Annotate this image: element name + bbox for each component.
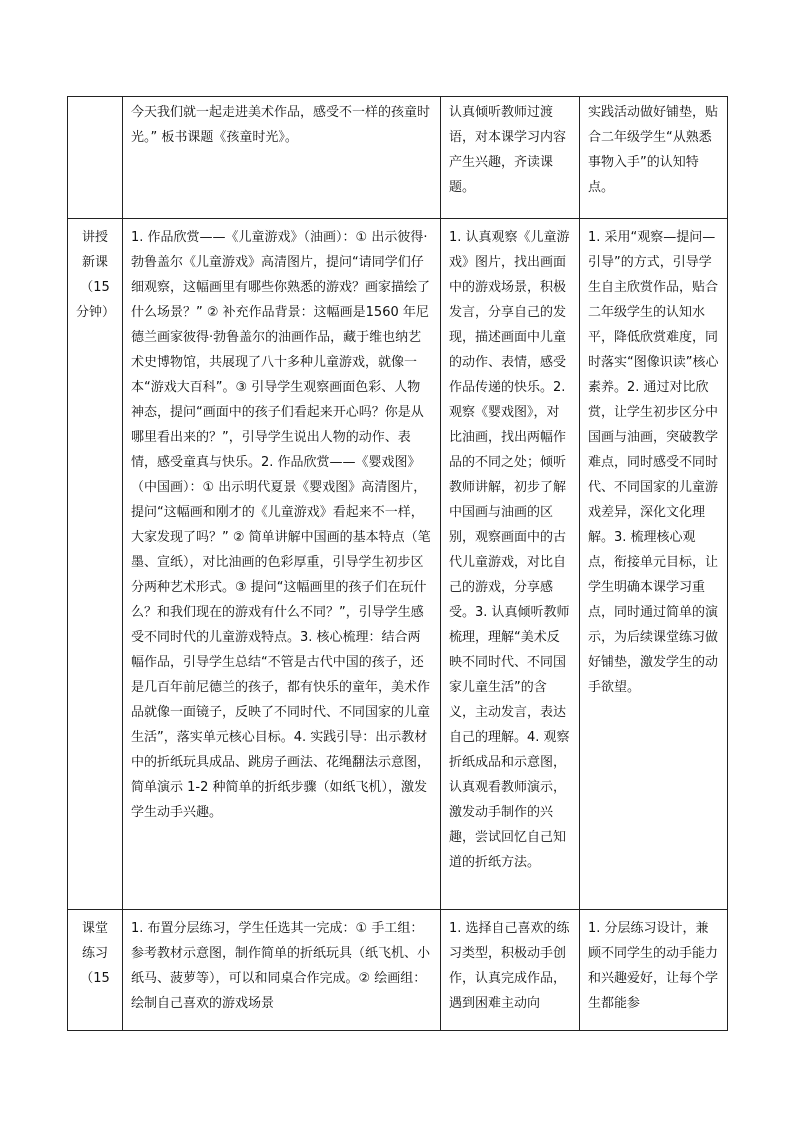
table-row — [68, 97, 728, 219]
design-intent-cell: 1. 采用“观察—提问—引导”的方式，引导学生自主欣赏作品，贴合二年级学生的认知水平，降低欣赏难度，同时落实“图像识读”核心素养。2. 通过对比欣赏，让学生初步区分中国画与油画，突破教学难点，同时感受不同时代、不同国家的儿童游戏差异，深化文化理解。3. 梳理核心观点，衔接单元目标，让学生明确本课学习重点，同时通过简单的演示，为后续课堂练习做好铺垫，激发学生的动手欲望。 — [580, 219, 728, 910]
table-row — [68, 219, 728, 910]
lesson-plan-table — [67, 96, 728, 1031]
teacher-activity-cell: 今天我们就一起走进美术作品，感受不一样的孩童时光。” 板书课题《孩童时光》。 — [123, 97, 441, 219]
student-activity-cell: 认真倾听教师过渡语，对本课学习内容产生兴趣，齐读课题。 — [441, 97, 580, 219]
design-intent-cell: 实践活动做好铺垫，贴合二年级学生“从熟悉事物入手”的认知特点。 — [580, 97, 728, 219]
student-activity-cell: 1. 选择自己喜欢的练习类型，积极动手创作，认真完成作品，遇到困难主动向 — [441, 910, 580, 1031]
table-row — [68, 910, 728, 1031]
stage-cell: 课堂练习（15 — [68, 910, 123, 1031]
student-activity-cell: 1. 认真观察《儿童游戏》图片，找出画面中的游戏场景，积极发言，分享自己的发现，描述画面中儿童的动作、表情，感受作品传递的快乐。2. 观察《婴戏图》，对比油画，找出两幅作品的不同之处；倾听教师讲解，初步了解中国画与油画的区别，观察画面中的古代儿童游戏，对比自己的游戏，分享感受。3. 认真倾听教师梳理，理解“美术反映不同时代、不同国家儿童生活”的含义，主动发言，表达自己的理解。4. 观察折纸成品和示意图，认真观看教师演示，激发动手制作的兴趣，尝试回忆自己知道的折纸方法。 — [441, 219, 580, 910]
teacher-activity-cell: 1. 布置分层练习，学生任选其一完成：① 手工组：参考教材示意图，制作简单的折纸玩具（纸飞机、小纸马、菠萝等），可以和同桌合作完成。② 绘画组：绘制自己喜欢的游戏场景 — [123, 910, 441, 1031]
design-intent-cell: 1. 分层练习设计，兼顾不同学生的动手能力和兴趣爱好，让每个学生都能参 — [580, 910, 728, 1031]
stage-cell — [68, 97, 123, 219]
stage-cell: 讲授新课（15分钟） — [68, 219, 123, 910]
teacher-activity-cell: 1. 作品欣赏——《儿童游戏》（油画）：① 出示彼得·勃鲁盖尔《儿童游戏》高清图片，提问“请同学们仔细观察，这幅画里有哪些你熟悉的游戏？画家描绘了什么场景？” ② 补充作品背景：这幅画是1560 年尼德兰画家彼得·勃鲁盖尔的油画作品，藏于维也纳艺术史博物馆，共展现了八十多种儿童游戏，就像一本“游戏大百科”。③ 引导学生观察画面色彩、人物神态，提问“画面中的孩子们看起来开心吗？你是从哪里看出来的？”，引导学生说出人物的动作、表情，感受童真与快乐。2. 作品欣赏——《婴戏图》（中国画）：① 出示明代夏景《婴戏图》高清图片，提问“这幅画和刚才的《儿童游戏》看起来不一样，大家发现了吗？” ② 简单讲解中国画的基本特点（笔墨、宣纸），对比油画的色彩厚重，引导学生初步区分两种艺术形式。③ 提问“这幅画里的孩子们在玩什么？和我们现在的游戏有什么不同？”，引导学生感受不同时代的儿童游戏特点。3. 核心梳理：结合两幅作品，引导学生总结“不管是古代中国的孩子，还是几百年前尼德兰的孩子，都有快乐的童年，美术作品就像一面镜子，反映了不同时代、不同国家的儿童生活”，落实单元核心目标。4. 实践引导：出示教材中的折纸玩具成品、跳房子画法、花绳翻法示意图，简单演示 1-2 种简单的折纸步骤（如纸飞机），激发学生动手兴趣。 — [123, 219, 441, 910]
